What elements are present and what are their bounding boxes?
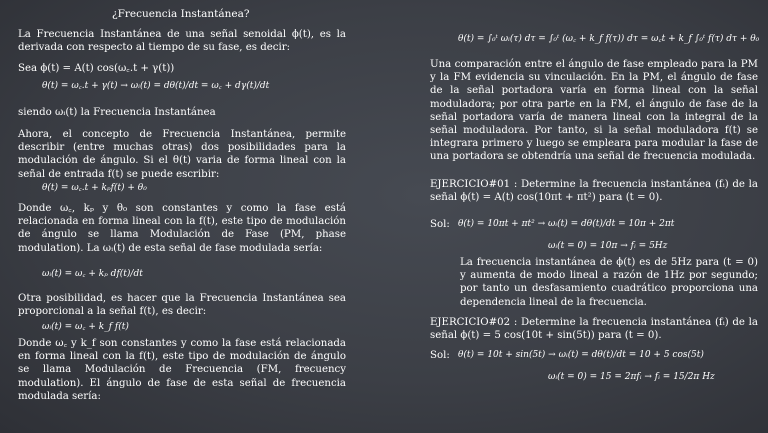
solution-1-result: ωᵢ(t = 0) = 10π → fᵢ = 5Hz [548, 241, 668, 251]
solution-2-label: Sol: [430, 350, 450, 361]
fm-frequency-equation: ωᵢ(t) = ω꜀ + k_f f(t) [42, 322, 129, 332]
slide-title: ¿Frecuencia Instantánea? [112, 8, 250, 20]
exercise-1-statement: EJERCICIO#01 : Determine la frecuencia instantánea (fᵢ) de la señal ϕ(t) = A(t) cos(10πt + πt²) para (t = 0). [430, 179, 758, 204]
fm-paragraph: Donde ω꜀ y k_f son constantes y como la fase está relacionada en forma lineal con la f(t), este tipo de modulación de ángulo se llama Modulación de Frecuencia (FM, frecuency modulation). El ángulo de fase de esta señal de frecuencia modulada sería: [18, 338, 346, 402]
solution-1-explanation: La frecuencia instantánea de ϕ(t) es de 5Hz para (t = 0) y aumenta de modo lineal a razón de 1Hz por segundo; por tanto un desfasamiento cuadrático proporciona una dependencia lineal de la frecuencia. [460, 257, 758, 308]
fm-phase-integral-equation: θ(t) = ∫₀ᵗ ωᵢ(τ) dτ = ∫₀ᵗ (ω꜀ + k_f f(τ)) dτ = ω꜀t + k_f ∫₀ᵗ f(τ) dτ + θ₀ [458, 34, 760, 44]
siendo-line: siendo ωᵢ(t) la Frecuencia Instantánea [18, 107, 216, 118]
fm-intro-paragraph: Otra posibilidad, es hacer que la Frecuencia Instantánea sea proporcional a la señal f(t), es decir: [18, 293, 346, 318]
comparison-paragraph: Una comparación entre el ángulo de fase empleado para la PM y la FM evidencia su vinculación. En la PM, el ángulo de fase de la señal portadora varía en forma lineal con la señal moduladora; por otra parte en la FM, el ángulo de fase de la señal portadora varía de manera lineal con la integral de la señal moduladora. Por tanto, si la señal moduladora f(t) se integrara primero y luego se empleara para modular la fase de una portadora se obtendría una señal de frecuencia modulada. [430, 59, 758, 163]
solution-2-result: ωᵢ(t = 0) = 15 = 2πfᵢ → fᵢ = 15/2π Hz [548, 372, 715, 382]
concept-paragraph: Ahora, el concepto de Frecuencia Instantánea, permite describir (entre muchas otras) dos posibilidades para la modulación de ángulo. Si el θ(t) varia de forma lineal con la señal de entrada f(t) se puede escribir: [18, 129, 346, 180]
solution-2-equation: θ(t) = 10t + sin(5t) → ωᵢ(t) = dθ(t)/dt = 10 + 5 cos(5t) [458, 350, 704, 360]
sea-line: Sea ϕ(t) = A(t) cos(ω꜀.t + γ(t)) [18, 63, 175, 74]
pm-paragraph: Donde ω꜀, kₚ y θ₀ son constantes y como la fase está relacionada en forma lineal con la f(t), este tipo de modulación de ángulo se llama Modulación de Fase (PM, phase modulation). La ωᵢ(t) de esta señal de fase modulada sería: [18, 203, 346, 254]
pm-frequency-equation: ωᵢ(t) = ω꜀ + kₚ df(t)/dt [42, 269, 143, 279]
pm-phase-equation: θ(t) = ω꜀.t + kₚf(t) + θ₀ [42, 183, 147, 193]
intro-paragraph: La Frecuencia Instantánea de una señal senoidal ϕ(t), es la derivada con respecto al tiempo de su fase, es decir: [18, 29, 346, 54]
solution-1-equation: θ(t) = 10πt + πt² → ωᵢ(t) = dθ(t)/dt = 10π + 2πt [458, 219, 675, 229]
theta-equation: θ(t) = ω꜀.t + γ(t) → ωᵢ(t) = dθ(t)/dt = ω꜀ + dγ(t)/dt [42, 81, 270, 91]
exercise-2-statement: EJERCICIO#02 : Determine la frecuencia instantánea (fᵢ) de la señal ϕ(t) = 5 cos(10t + sin(5t)) para (t = 0). [430, 317, 758, 342]
solution-1-label: Sol: [430, 219, 450, 230]
